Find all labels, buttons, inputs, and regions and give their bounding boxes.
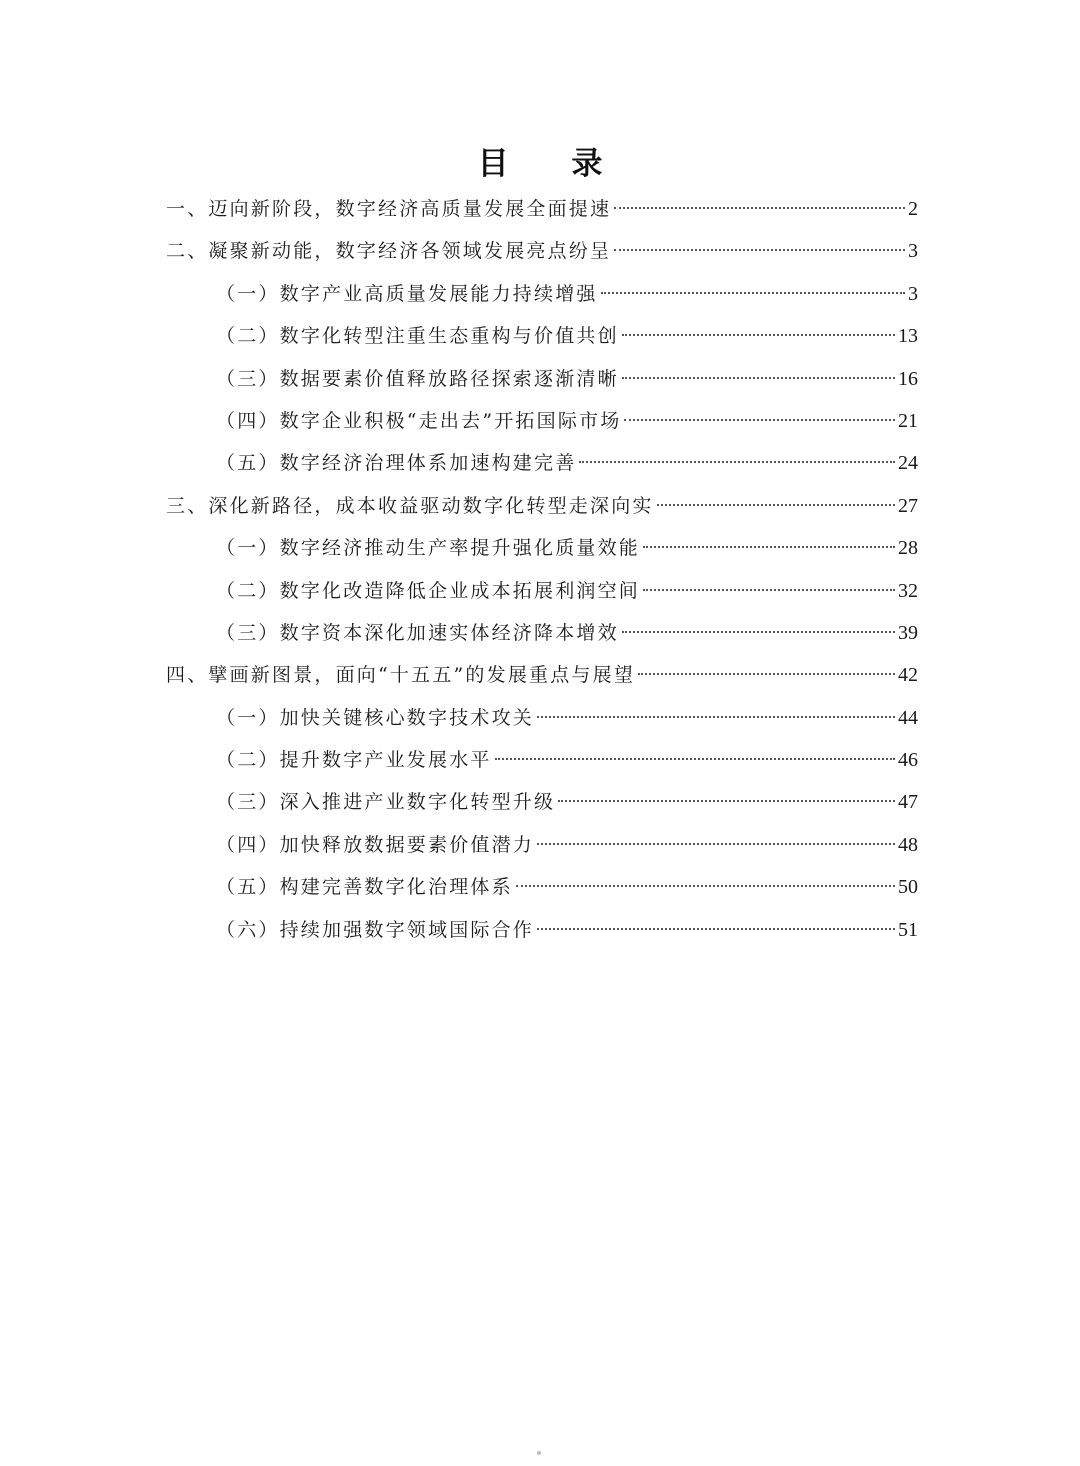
toc-page-number: 51 [898,918,918,941]
toc-subsection-entry[interactable] [166,909,918,951]
table-of-contents [166,188,918,951]
toc-subsection-entry[interactable] [166,273,918,315]
toc-dot-leader [622,631,895,633]
toc-dot-leader [624,419,895,421]
toc-entry-text: （四）加快释放数据要素价值潜力 [216,833,535,856]
toc-page-number: 46 [898,749,918,772]
toc-subsection-entry[interactable] [166,866,918,908]
toc-entry-text: 四、擘画新图景，面向“十五五”的发展重点与展望 [166,664,636,687]
toc-page-number: 44 [898,706,918,729]
toc-entry-text: 三、深化新路径，成本收益驱动数字化转型走深向实 [166,494,654,517]
toc-page-number: 50 [898,876,918,899]
toc-page-number: 28 [898,537,918,560]
toc-entry-text: （五）构建完善数字化治理体系 [216,876,513,899]
toc-dot-leader [643,589,895,591]
toc-dot-leader [558,800,895,802]
toc-page-number: 32 [898,579,918,602]
toc-page-number: 21 [898,409,918,432]
toc-page-number: 48 [898,833,918,856]
toc-entry-text: （三）数据要素价值释放路径探索逐渐清晰 [216,367,619,390]
toc-dot-leader [537,843,895,845]
toc-subsection-entry[interactable] [166,527,918,569]
toc-entry-text: 一、迈向新阶段，数字经济高质量发展全面提速 [166,198,612,220]
toc-dot-leader [657,504,895,506]
toc-entry-text: （二）数字化改造降低企业成本拓展利润空间 [216,579,641,602]
toc-subsection-entry[interactable] [166,442,918,484]
toc-entry-text: （一）加快关键核心数字技术攻关 [216,706,535,729]
toc-entry-text: （三）深入推进产业数字化转型升级 [216,791,556,814]
toc-section-entry[interactable] [166,230,918,272]
toc-subsection-entry[interactable] [166,358,918,400]
toc-page-number: 16 [898,367,918,390]
toc-dot-leader [614,249,905,251]
toc-entry-text: （四）数字企业积极“走出去”开拓国际市场 [216,409,622,432]
toc-subsection-entry[interactable] [166,612,918,654]
toc-dot-leader [643,546,895,548]
toc-entry-text: （一）数字经济推动生产率提升强化质量效能 [216,537,641,560]
toc-page-number: 3 [908,240,918,263]
toc-entry-text: （二）数字化转型注重生态重构与价值共创 [216,325,619,348]
toc-entry-text: （三）数字资本深化加速实体经济降本增效 [216,621,619,644]
toc-page-number: 13 [898,325,918,348]
toc-dot-leader [537,716,895,718]
toc-page-number: 2 [908,198,918,220]
toc-subsection-entry[interactable] [166,400,918,442]
toc-subsection-entry[interactable] [166,739,918,781]
toc-dot-leader [601,292,905,294]
toc-page-number: 39 [898,621,918,644]
page-title: 目 录 [477,146,629,182]
toc-subsection-entry[interactable] [166,570,918,612]
toc-entry-text: （一）数字产业高质量发展能力持续增强 [216,282,598,305]
toc-page-number: 47 [898,791,918,814]
toc-page-number: 3 [908,282,918,305]
toc-subsection-entry[interactable] [166,781,918,823]
toc-page-number: 42 [898,664,918,687]
toc-subsection-entry[interactable] [166,697,918,739]
toc-section-entry[interactable] [166,188,918,230]
toc-entry-text: （六）持续加强数字领域国际合作 [216,918,535,941]
toc-dot-leader [495,758,895,760]
toc-dot-leader [537,928,895,930]
toc-dot-leader [579,461,895,463]
toc-section-entry[interactable] [166,485,918,527]
toc-page-number: 27 [898,494,918,517]
toc-dot-leader [516,885,895,887]
toc-dot-leader [622,377,895,379]
page-marker-dot [537,1451,541,1455]
toc-section-entry[interactable] [166,654,918,696]
toc-entry-text: （五）数字经济治理体系加速构建完善 [216,452,577,475]
toc-entry-text: 二、凝聚新动能，数字经济各领域发展亮点纷呈 [166,240,612,263]
toc-dot-leader [638,673,895,675]
toc-subsection-entry[interactable] [166,315,918,357]
toc-entry-text: （二）提升数字产业发展水平 [216,749,492,772]
toc-subsection-entry[interactable] [166,824,918,866]
toc-dot-leader [622,334,895,336]
toc-page-number: 24 [898,452,918,475]
toc-dot-leader [614,207,905,209]
